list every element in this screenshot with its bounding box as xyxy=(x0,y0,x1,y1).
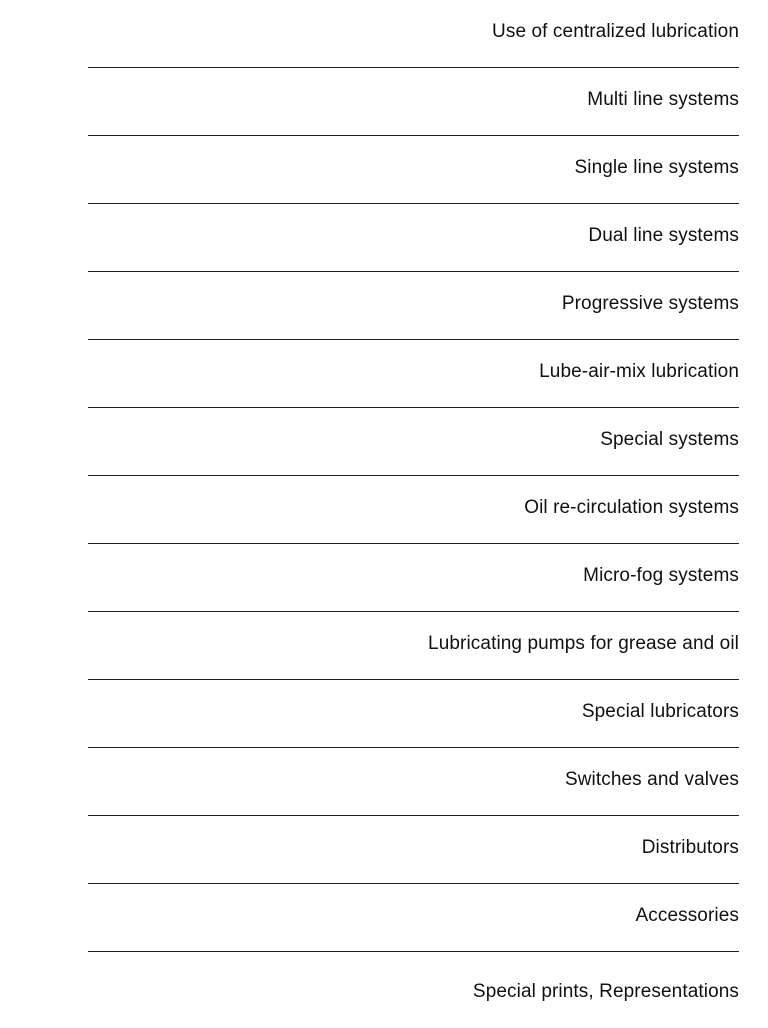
section-item-special-prints[interactable] xyxy=(88,952,739,1028)
section-label[interactable]: Multi line systems xyxy=(587,89,739,110)
section-item-lube-air-mix[interactable] xyxy=(88,340,739,408)
section-item-centralized-lubrication[interactable] xyxy=(88,0,739,68)
section-index xyxy=(88,0,739,1028)
section-label[interactable]: Special prints, Representations xyxy=(472,981,739,1002)
section-item-single-line-systems[interactable] xyxy=(88,136,739,204)
section-label[interactable]: Special systems xyxy=(600,429,739,450)
section-label[interactable]: Special lubricators xyxy=(581,701,739,722)
section-item-accessories[interactable] xyxy=(88,884,739,952)
section-label[interactable]: Switches and valves xyxy=(564,769,739,790)
section-item-distributors[interactable] xyxy=(88,816,739,884)
section-item-lubricating-pumps[interactable] xyxy=(88,612,739,680)
section-item-special-lubricators[interactable] xyxy=(88,680,739,748)
section-label[interactable]: Dual line systems xyxy=(588,225,739,246)
section-label[interactable]: Progressive systems xyxy=(561,293,739,314)
section-label[interactable]: Accessories xyxy=(635,905,739,926)
section-label[interactable]: Distributors xyxy=(641,837,739,858)
section-item-micro-fog[interactable] xyxy=(88,544,739,612)
section-label[interactable]: Lube-air-mix lubrication xyxy=(539,361,739,382)
section-item-dual-line-systems[interactable] xyxy=(88,204,739,272)
section-label[interactable]: Single line systems xyxy=(574,157,739,178)
section-item-multi-line-systems[interactable] xyxy=(88,68,739,136)
section-label[interactable]: Oil re-circulation systems xyxy=(524,497,739,518)
section-label[interactable]: Lubricating pumps for grease and oil xyxy=(428,633,739,654)
section-label[interactable]: Micro-fog systems xyxy=(583,565,739,586)
section-item-switches-valves[interactable] xyxy=(88,748,739,816)
section-item-oil-recirculation[interactable] xyxy=(88,476,739,544)
section-item-special-systems[interactable] xyxy=(88,408,739,476)
section-item-progressive-systems[interactable] xyxy=(88,272,739,340)
section-label[interactable]: Use of centralized lubrication xyxy=(492,21,739,42)
